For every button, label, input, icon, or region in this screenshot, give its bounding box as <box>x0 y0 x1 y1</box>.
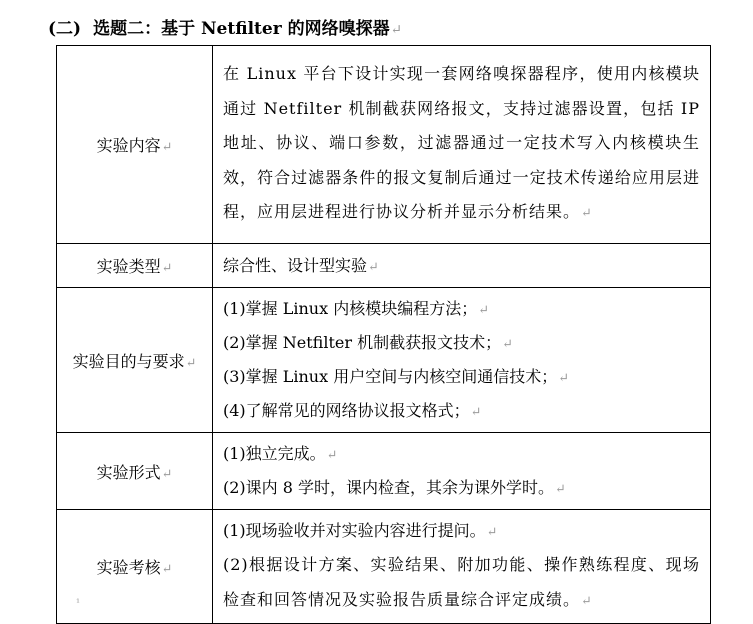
experiment-spec-table <box>56 45 711 624</box>
row-label: 实验目的与要求 <box>72 351 185 371</box>
section-title: 选题二：基于 Netfilter 的网络嗅探器 <box>93 19 390 39</box>
content-paragraph <box>223 57 700 232</box>
row-label: 实验形式 <box>96 462 161 482</box>
table-row <box>57 244 711 288</box>
list-item-text: (3)掌握 Linux 用户空间与内核空间通信技术； <box>223 367 558 386</box>
content-text: 在 Linux 平台下设计实现一套网络嗅探器程序，使用内核模块通过 Netfilter 机制截获网络报文，支持过滤器设置，包括 IP 地址、协议、端口参数，过滤器通过一定技术写入内核模块生效，符合过滤器条件的报文复制后通过一定技术传递给应用层进程，应用层进程进行协议分析并显示分析结果。 <box>223 64 700 222</box>
row-content-cell <box>213 510 711 624</box>
row-content-cell <box>213 46 711 244</box>
list-item <box>223 437 700 471</box>
section-number: (二) <box>48 19 82 39</box>
content-text: 综合性、设计型实验 <box>223 255 368 275</box>
trailing-paragraph-mark-icon: ¹ <box>76 598 81 609</box>
paragraph-mark-icon: ↵ <box>185 355 197 371</box>
list-item-text: (2)掌握 Netfilter 机制截获报文技术； <box>223 333 502 352</box>
table-row <box>57 288 711 433</box>
paragraph-mark-icon: ↵ <box>161 562 173 577</box>
paragraph-mark-icon: ↵ <box>161 466 173 482</box>
list-item <box>223 471 700 505</box>
list-item-text: (1)独立完成。 <box>223 444 326 463</box>
row-label: 实验类型 <box>96 257 161 276</box>
list-item <box>223 292 700 326</box>
list-item <box>223 514 700 548</box>
list-item <box>223 548 700 619</box>
list-item <box>223 326 700 360</box>
row-content-cell <box>213 433 711 510</box>
paragraph-mark-icon: ↵ <box>502 337 513 352</box>
paragraph-mark-icon: ↵ <box>161 140 173 155</box>
paragraph-mark-icon: ↵ <box>161 261 173 276</box>
row-label-cell <box>57 433 213 510</box>
paragraph-mark-icon: ↵ <box>470 405 482 420</box>
list-item-text: (4)了解常见的网络协议报文格式； <box>223 401 470 420</box>
paragraph-mark-icon: ↵ <box>390 22 402 38</box>
row-label-cell <box>57 288 213 433</box>
paragraph-mark-icon: ↵ <box>326 448 338 463</box>
row-content-cell <box>213 244 711 288</box>
row-label-cell <box>57 244 213 288</box>
list-item-text: (1)现场验收并对实验内容进行提问。 <box>223 521 486 540</box>
section-heading <box>48 14 402 39</box>
list-item-text: (2)课内 8 学时，课内检查，其余为课外学时。 <box>223 478 555 497</box>
table-row <box>57 510 711 624</box>
list-item-text: (1)掌握 Linux 内核模块编程方法； <box>223 299 478 318</box>
paragraph-mark-icon: ↵ <box>478 303 489 318</box>
row-label: 实验内容 <box>96 136 161 155</box>
list-item-text: (2)根据设计方案、实验结果、附加功能、操作熟练程度、现场检查和回答情况及实验报告质量综合评定成绩。 <box>223 555 700 609</box>
paragraph-mark-icon: ↵ <box>555 482 566 497</box>
row-label: 实验考核 <box>96 558 161 577</box>
paragraph-mark-icon: ↵ <box>368 259 379 275</box>
row-content-cell <box>213 288 711 433</box>
table-row <box>57 46 711 244</box>
paragraph-mark-icon: ↵ <box>558 371 569 386</box>
list-item <box>223 394 700 428</box>
paragraph-mark-icon: ↵ <box>486 525 498 540</box>
table-row <box>57 433 711 510</box>
list-item <box>223 360 700 394</box>
row-label-cell <box>57 46 213 244</box>
paragraph-mark-icon: ↵ <box>581 593 593 609</box>
paragraph-mark-icon: ↵ <box>581 206 593 222</box>
content-line <box>223 249 700 283</box>
